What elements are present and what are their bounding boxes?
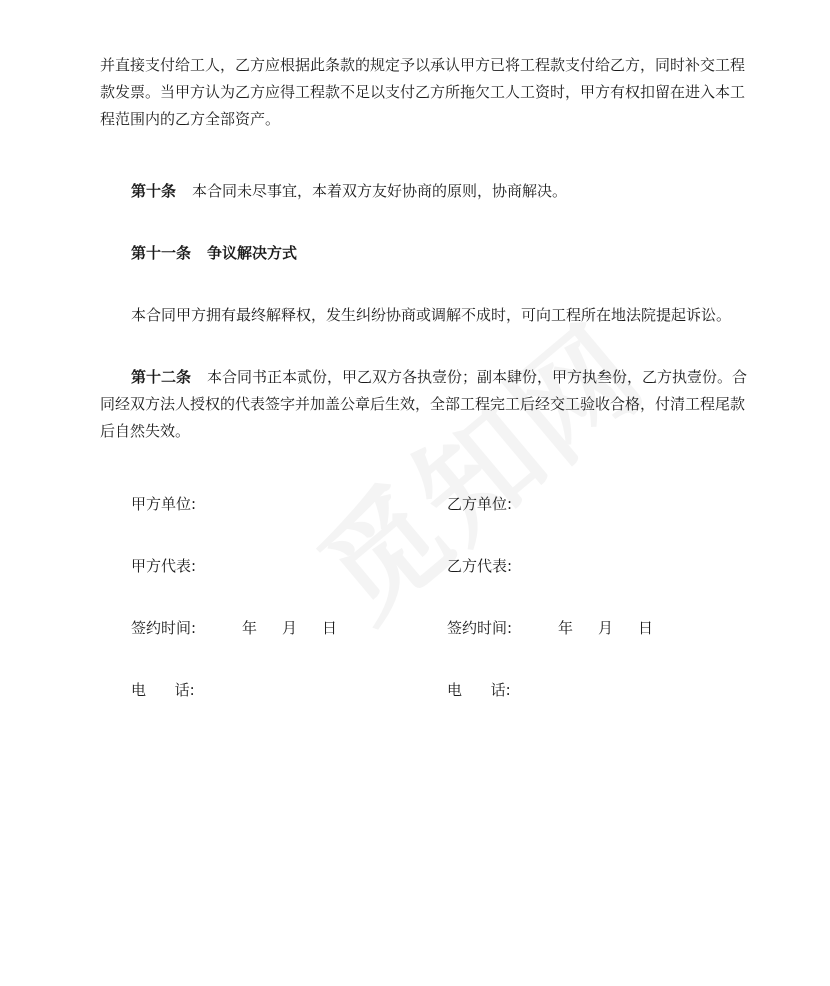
party-a-rep-label: 甲方代表: (131, 557, 197, 575)
article-10 (100, 178, 750, 205)
article-11-heading: 争议解决方式 (207, 244, 298, 262)
article-12 (100, 364, 750, 445)
party-a-day: 日 (322, 619, 338, 637)
article-12-title: 第十二条 (131, 368, 192, 386)
party-b-month: 月 (598, 619, 614, 637)
article-11-text: 本合同甲方拥有最终解释权，发生纠纷协商或调解不成时，可向工程所在地法院提起诉讼。 (131, 306, 732, 324)
party-a-date-label: 签约时间: (131, 619, 197, 637)
party-b-day: 日 (638, 619, 654, 637)
article-11 (100, 240, 750, 267)
party-a-phone-label: 电 话: (131, 681, 195, 699)
article-12-text: 本合同书正本贰份，甲乙双方各执壹份；副本肆份，甲方执叁份，乙方执壹份。合同经双方法人授权的代表签字并加盖公章后生效，全部工程完工后经交工验收合格，付清工程尾款后自然失效。 (100, 368, 748, 440)
party-a-month: 月 (282, 619, 298, 637)
party-b-phone-label: 电 话: (447, 681, 511, 699)
party-b-year: 年 (558, 619, 574, 637)
article-10-text: 本合同未尽事宜，本着双方友好协商的原则，协商解决。 (192, 182, 568, 200)
watermark (278, 281, 674, 652)
party-b-unit-label: 乙方单位: (447, 495, 513, 513)
article-10-title: 第十条 (131, 182, 177, 200)
party-a-year: 年 (242, 619, 258, 637)
article-11-title: 第十一条 (131, 244, 192, 262)
party-b-rep-label: 乙方代表: (447, 557, 513, 575)
party-a-unit-label: 甲方单位: (131, 495, 197, 513)
paragraph-continued: 并直接支付给工人，乙方应根据此条款的规定予以承认甲方已将工程款支付给乙方，同时补交工程款发票。当甲方认为乙方应得工程款不足以支付乙方所拖欠工人工资时，甲方有权扣留在进入本工程范围内的乙方全部资产。 (100, 56, 746, 128)
party-b-date-label: 签约时间: (447, 619, 513, 637)
